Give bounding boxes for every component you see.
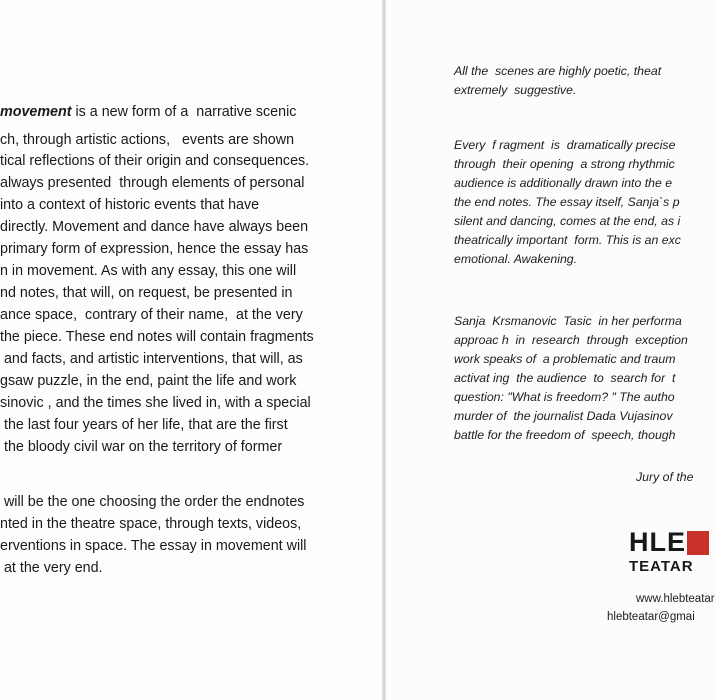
logo-red-mark-icon: [687, 531, 709, 555]
statement-line: extremely suggestive.: [454, 83, 577, 97]
essay-line: gsaw puzzle, in the end, paint the life and work: [0, 373, 297, 389]
statement-line: murder of the journalist Dada Vujasinov: [454, 409, 673, 423]
essay-lead-word: movement: [0, 104, 72, 120]
statement-line: Sanja Krsmanovic Tasic in her performa: [454, 314, 682, 328]
essay-line: ch, through artistic actions, events are shown: [0, 132, 295, 148]
essay-line: sinovic , and the times she lived in, with a special: [0, 395, 311, 411]
essay-line: at the very end.: [0, 560, 103, 576]
essay-line: the bloody civil war on the territory of former: [0, 439, 283, 455]
statement-line: question: "What is freedom? " The autho: [454, 390, 675, 404]
essay-line: tical reflections of their origin and consequences.: [0, 153, 310, 169]
statement-line: approac h in research through exception: [454, 333, 688, 347]
statement-line: through their opening a strong rhythmic: [454, 157, 675, 171]
essay-line: into a context of historic events that have: [0, 197, 260, 213]
essay-line: n in movement. As with any essay, this one will: [0, 263, 297, 279]
statement-line: work speaks of a problematic and traum: [454, 352, 676, 366]
statement-line: the end notes. The essay itself, Sanja`s p: [454, 195, 680, 209]
essay-line: the piece. These end notes will contain fragments: [0, 329, 314, 345]
email-link[interactable]: hlebteatar@gmai: [607, 611, 695, 623]
statement-line: All the scenes are highly poetic, theat: [454, 64, 662, 78]
essay-line: primary form of expression, hence the essay has: [0, 241, 309, 257]
hleb-teatar-logo: [629, 527, 709, 577]
right-page: [386, 0, 715, 700]
essay-line: and facts, and artistic interventions, that will, as: [0, 351, 303, 367]
jury-signature: Jury of the: [636, 470, 694, 484]
statement-line: battle for the freedom of speech, though: [454, 428, 676, 442]
essay-line: always presented through elements of personal: [0, 175, 305, 191]
essay-line: will be the one choosing the order the endnotes: [0, 494, 305, 510]
essay-line: nted in the theatre space, through texts, videos,: [0, 516, 302, 532]
logo-wordmark: HLE: [629, 527, 686, 557]
essay-line: movement is a new form of a narrative scenic: [0, 104, 297, 120]
essay-line: erventions in space. The essay in movement will: [0, 538, 307, 554]
statement-line: theatrically important form. This is an exc: [454, 233, 681, 247]
essay-line: nd notes, that will, on request, be presented in: [0, 285, 293, 301]
statement-line: silent and dancing, comes at the end, as i: [454, 214, 681, 228]
statement-line: emotional. Awakening.: [454, 252, 578, 266]
essay-line: directly. Movement and dance have always been: [0, 219, 309, 235]
essay-line: the last four years of her life, that are the first: [0, 417, 288, 433]
statement-line: Every f ragment is dramatically precise: [454, 138, 676, 152]
logo-subtitle: TEATAR: [629, 558, 694, 575]
statement-line: activat ing the audience to search for t: [454, 371, 676, 385]
website-link[interactable]: www.hlebteatar: [636, 593, 715, 605]
statement-line: audience is additionally drawn into the e: [454, 176, 673, 190]
essay-line: ance space, contrary of their name, at the very: [0, 307, 303, 323]
